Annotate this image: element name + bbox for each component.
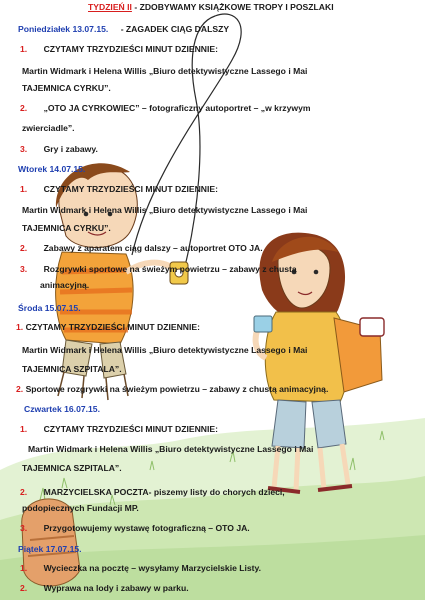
day-subtitle: - ZAGADEK CIĄG DALSZY (120, 24, 230, 34)
list-item: 1. CZYTAMY TRZYDZIEŚCI MINUT DZIENNIE: (20, 184, 218, 194)
list-item: 1. CZYTAMY TRZYDZIEŚCI MINUT DZIENNIE: (20, 424, 218, 434)
day-wednesday: Środa 15.07.15. (18, 303, 81, 313)
list-item: 3. Przygotowujemy wystawę fotograficzną – OTO JA. (20, 523, 250, 533)
book-title: Martin Widmark i Helena Willis „Biuro detektywistyczne Lassego i Mai (22, 66, 308, 76)
list-item: 3. Rozgrywki sportowe na świeżym powietrzu – zabawy z chustą (20, 264, 297, 274)
book-title: Martin Widmark i Helena Willis „Biuro detektywistyczne Lassego i Mai (22, 345, 308, 355)
book-title: TAJEMNICA CYRKU”. (22, 223, 111, 233)
book-title: Martin Widmark i Helena Willis „Biuro detektywistyczne Lassego i Mai (22, 205, 308, 215)
book-title: TAJEMNICA CYRKU”. (22, 83, 111, 93)
list-item: 1. CZYTAMY TRZYDZIEŚCI MINUT DZIENNIE: (20, 44, 218, 54)
book-title: TAJEMNICA SZPITALA”. (22, 364, 122, 374)
day-friday: Piątek 17.07.15. (18, 544, 82, 554)
list-item: 1. CZYTAMY TRZYDZIEŚCI MINUT DZIENNIE: (16, 322, 200, 332)
list-item: 2. MARZYCIELSKA POCZTA- piszemy listy do chorych dzieci, (20, 487, 285, 497)
camp-schedule-document: TYDZIEŃ II - ZDOBYWAMY KSIĄŻKOWE TROPY I POSZLAKI Poniedziałek 13.07.15. - ZAGADEK CIĄG DALSZY 1. CZYTAMY TRZYDZIEŚCI MINUT DZIENNIE: Martin Widmark i Helena Willis „Biuro detektywistyczne Lassego i Mai TAJEMNICA CYRKU”. 2. „OTO JA CYRKOWIEC” – fotograficzny autoportret – „w krzywym zwierciadle”. 3. Gry i zabawy. Wtorek 14.07.15. 1. CZYTAMY TRZYDZIEŚCI MINUT DZIENNIE: Martin Widmark i Helena Willis „Biuro detektywistyczne Lassego i Mai TAJEMNICA CYRKU”. 2. Zabawy z aparatem ciąg dalszy – autoportret OTO JA. 3. Rozgrywki sportowe na świeżym powietrzu – zabawy z chustą animacyjną. Środa 15.07.15. 1. CZYTAMY TRZYDZIEŚCI MINUT DZIENNIE: Martin Widmark i Helena Willis „Biuro detektywistyczne Lassego i Mai TAJEMNICA SZPITALA”. 2. Sportowe rozgrywki na świeżym powietrzu – zabawy z chustą animacyjną. Czwartek 16.07.15. 1. CZYTAMY TRZYDZIEŚCI MINUT DZIENNIE: Martin Widmark i Helena Willis „Biuro detektywistyczne Lassego i Mai TAJEMNICA SZPITALA”. 2. MARZYCIELSKA POCZTA- piszemy listy do chorych dzieci, podopiecznych Fundacji MP. 3. Przygotowujemy wystawę fotograficzną – OTO JA. Piątek 17.07.15. 1. Wycieczka na pocztę – wysyłamy Marzycielskie Listy. 2. Wyprawa na lody i zabawy w parku. (0, 0, 425, 600)
day-thursday: Czwartek 16.07.15. (24, 404, 100, 414)
week-title: - ZDOBYWAMY KSIĄŻKOWE TROPY I POSZLAKI (131, 2, 334, 12)
list-item: 2. „OTO JA CYRKOWIEC” – fotograficzny autoportret – „w krzywym (20, 103, 311, 113)
week-header (88, 2, 334, 13)
book-title: Martin Widmark i Helena Willis „Biuro detektywistyczne Lassego i Mai (28, 444, 314, 454)
book-title: TAJEMNICA SZPITALA”. (22, 463, 122, 473)
list-item: 2. Wyprawa na lody i zabawy w parku. (20, 583, 189, 593)
list-item: 1. Wycieczka na pocztę – wysyłamy Marzycielskie Listy. (20, 563, 262, 573)
day-tuesday: Wtorek 14.07.15. (18, 164, 86, 174)
list-item: 2. Zabawy z aparatem ciąg dalszy – autoportret OTO JA. (20, 243, 263, 253)
list-item: 3. Gry i zabawy. (20, 144, 98, 154)
day-monday (18, 24, 229, 35)
list-item: 2. Sportowe rozgrywki na świeżym powietrzu – zabawy z chustą animacyjną. (16, 384, 329, 394)
day-date: Poniedziałek 13.07.15. (18, 24, 109, 34)
week-label: TYDZIEŃ II (88, 2, 132, 12)
